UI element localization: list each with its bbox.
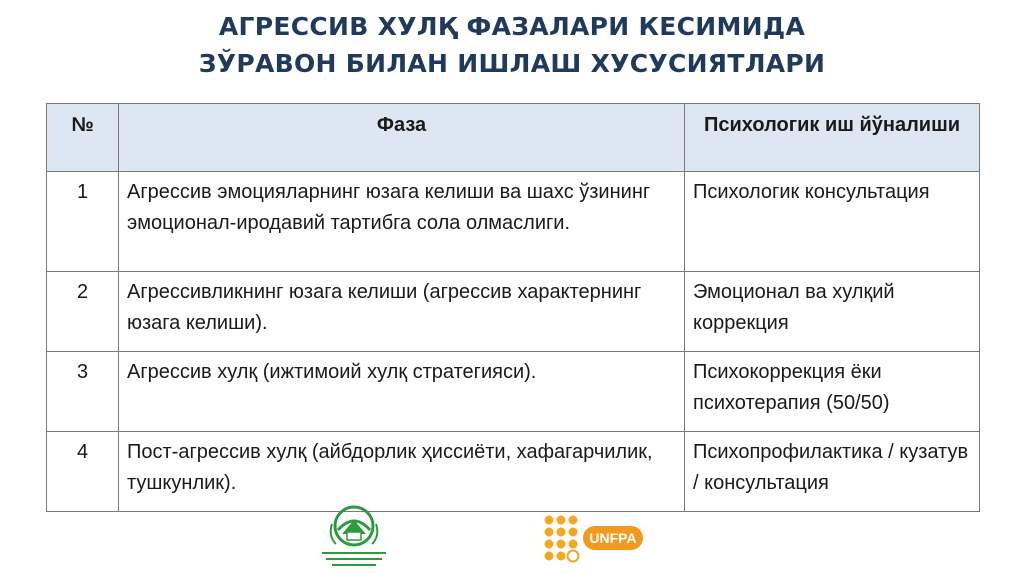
row-direction: Психологик консультация — [685, 172, 980, 272]
table-header-row — [47, 104, 980, 172]
footer-logos — [0, 500, 1024, 574]
table-row — [47, 352, 980, 432]
row-number: 2 — [47, 272, 119, 352]
unfpa-logo-icon — [541, 508, 645, 566]
unfpa-logo-text: UNFPA — [589, 530, 637, 546]
row-direction: Психокоррекция ёки психотерапия (50/50) — [685, 352, 980, 432]
table-row — [47, 272, 980, 352]
row-phase: Пост-агрессив хулқ (айбдорлик ҳиссиёти, хафагарчилик, тушкунлик). — [119, 432, 685, 512]
header-phase: Фаза — [119, 104, 685, 172]
row-phase: Агрессив эмоцияларнинг юзага келиши ва шахс ўзининг эмоционал-иродавий тартибга сола олмаслиги. — [119, 172, 685, 272]
header-direction: Психологик иш йўналиши — [685, 104, 980, 172]
row-number: 1 — [47, 172, 119, 272]
row-direction: Психопрофилактика / кузатув / консультация — [685, 432, 980, 512]
phases-table — [46, 103, 980, 512]
title-line-2: ЗЎРАВОН БИЛАН ИШЛАШ ХУСУСИЯТЛАРИ — [198, 49, 826, 78]
row-phase: Агрессив хулқ (ижтимоий хулқ стратегияси). — [119, 352, 685, 432]
row-number: 3 — [47, 352, 119, 432]
title-line-1: АГРЕССИВ ХУЛҚ ФАЗАЛАРИ КЕСИМИДА — [218, 12, 806, 41]
ministry-emblem-icon — [316, 504, 392, 570]
header-number: № — [47, 104, 119, 172]
row-direction: Эмоционал ва хулқий коррекция — [685, 272, 980, 352]
table-row — [47, 172, 980, 272]
row-phase: Агрессивликнинг юзага келиши (агрессив характернинг юзага келиши). — [119, 272, 685, 352]
slide-title — [0, 8, 1024, 82]
row-number: 4 — [47, 432, 119, 512]
